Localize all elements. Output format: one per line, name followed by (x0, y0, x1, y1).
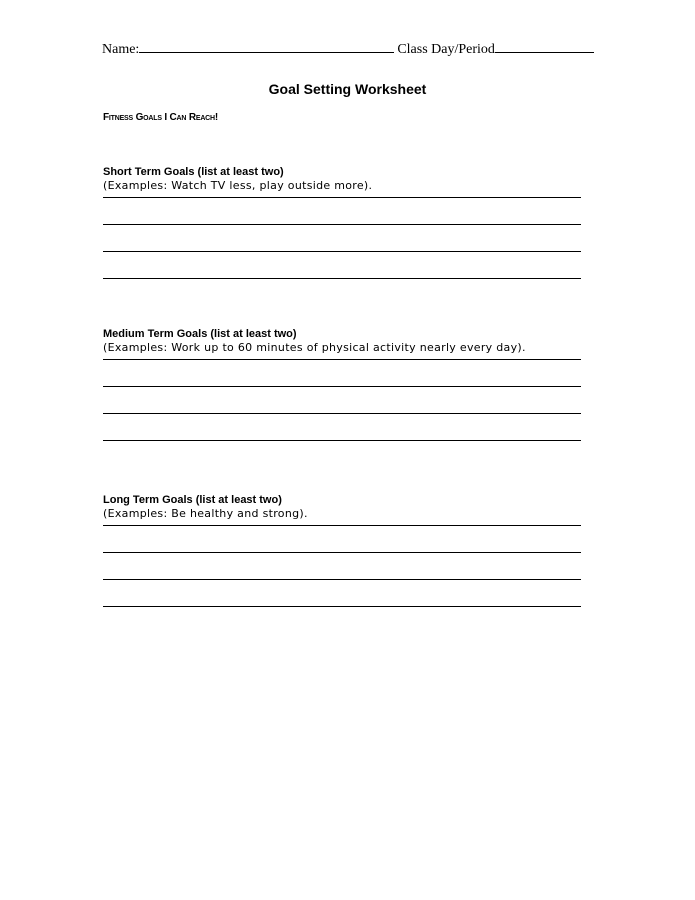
section-heading: Short Term Goals (list at least two) (103, 166, 284, 178)
answer-line (103, 224, 581, 225)
answer-line (103, 386, 581, 387)
name-label: Name: (102, 42, 140, 57)
answer-line (103, 440, 581, 441)
section-example: (Examples: Work up to 60 minutes of physical activity nearly every day). (103, 341, 526, 354)
medium-term-goals-section (103, 327, 581, 441)
section-heading: Long Term Goals (list at least two) (103, 494, 282, 506)
page-subtitle: Fitness Goals I Can Reach! (103, 112, 219, 123)
answer-line (103, 525, 581, 526)
answer-line (103, 251, 581, 252)
answer-line (103, 359, 581, 360)
section-heading: Medium Term Goals (list at least two) (103, 328, 297, 340)
answer-line (103, 579, 581, 580)
answer-line (103, 606, 581, 607)
class-period-blank-line (495, 40, 594, 53)
name-blank-line (139, 40, 394, 53)
answer-line (103, 278, 581, 279)
section-example: (Examples: Watch TV less, play outside more). (103, 179, 373, 192)
long-term-goals-section (103, 493, 581, 607)
answer-line (103, 552, 581, 553)
header-line (102, 40, 594, 58)
answer-line (103, 197, 581, 198)
page-title: Goal Setting Worksheet (268, 81, 427, 97)
section-example: (Examples: Be healthy and strong). (103, 507, 308, 520)
class-period-label: Class Day/Period (397, 42, 495, 57)
short-term-goals-section (103, 165, 581, 279)
answer-line (103, 413, 581, 414)
